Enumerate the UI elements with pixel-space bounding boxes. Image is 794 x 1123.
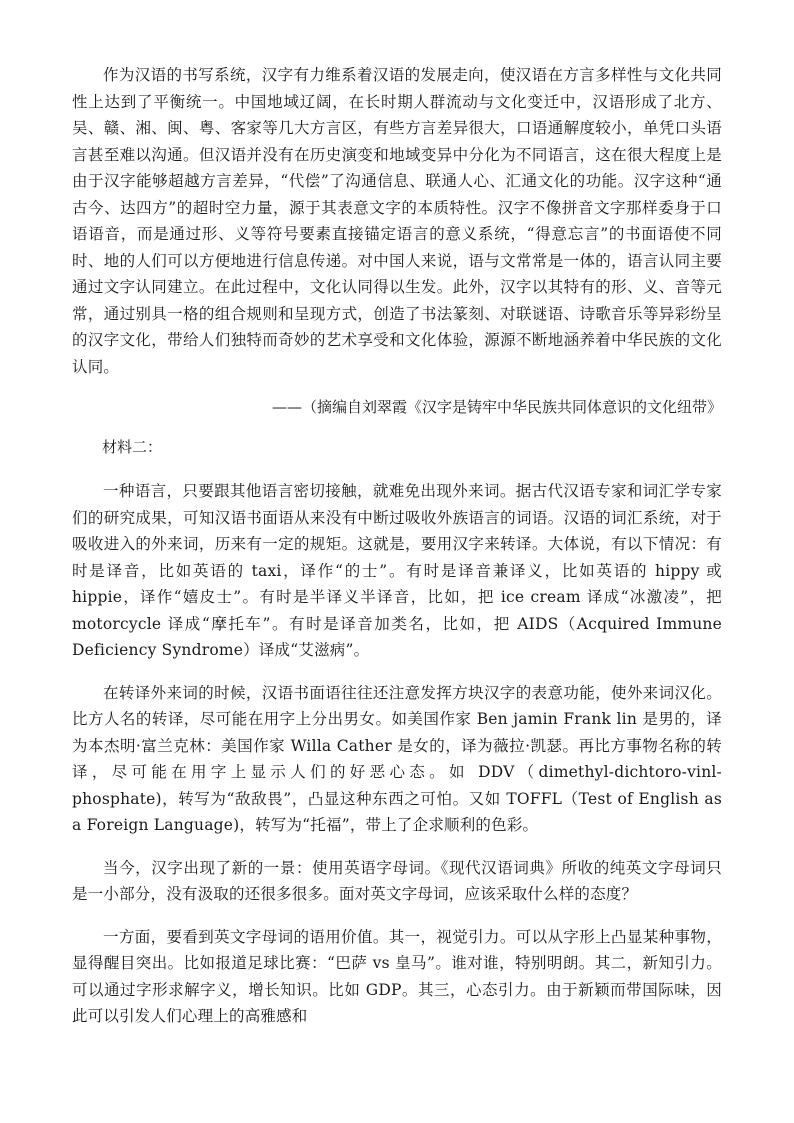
paragraph-material-one: 作为汉语的书写系统，汉字有力维系着汉语的发展走向，使汉语在方言多样性与文化共同性上达到了平衡统一。中国地域辽阔，在长时期人群流动与文化变迁中，汉语形成了北方、吴、赣、湘、闽、粤、客家等几大方言区，有些方言差异很大，口语通解度较小，单凭口头语言甚至难以沟通。但汉语并没有在历史演变和地域变异中分化为不同语言，这在很大程度上是由于汉字能够超越方言差异，“代偿”了沟通信息、联通人心、汇通文化的功能。汉字这种“通古今、达四方”的超时空力量，源于其表意文字的本质特性。汉字不像拼音文字那样委身于口语语音，而是通过形、义等符号要素直接锚定语言的意义系统，“得意忘言”的书面语使不同时、地的人们可以方便地进行信息传递。对中国人来说，语与文常常是一体的，语言认同主要通过文字认同建立。在此过程中，文化认同得以生发。此外，汉字以其特有的形、义、音等元常，通过别具一格的组合规则和呈现方式，创造了书法篆刻、对联谜语、诗歌音乐等异彩纷呈的汉字文化，带给人们独特而奇妙的艺术享受和文化体验，源源不断地涵养着中华民族的文化认同。 bbox=[72, 66, 722, 376]
source-citation: ——（摘编自刘翠霞《汉字是铸牢中华民族共同体意识的文化纽带》 bbox=[271, 398, 722, 416]
section-label-material-two: 材料二： bbox=[102, 438, 163, 456]
document-page bbox=[72, 62, 722, 1030]
paragraph-translation: 在转译外来词的时候，汉语书面语往往还注意发挥方块汉字的表意功能，使外来词汉化。比方人名的转译，尽可能在用字上分出男女。如美国作家 Ben jamin Frank lin 是男的，译为本杰明·富兰克林：美国作家 Willa Cather 是女的，译为薇拉·凯瑟。再比方事物名称的转译，尽可能在用字上显示人们的好恶心态。如 DDV（dimethyl-dichtoro-vinl-phosphate)，转写为“敌敌畏”，凸显这种东西之可怕。又如 TOFFL（Test of English as a Foreign Language)，转写为“托福”，带上了企求顺利的色彩。 bbox=[72, 683, 722, 834]
paragraph-letter-words: 当今，汉字出现了新的一景：使用英语字母词。《现代汉语词典》所收的纯英文字母词只是一小部分，没有汲取的还很多很多。面对英文字母词，应该采取什么样的态度？ bbox=[72, 858, 722, 903]
paragraph-pragmatic-value: 一方面，要看到英文字母词的语用价值。其一，视觉引力。可以从字形上凸显某种事物，显得醒目突出。比如报道足球比赛：“巴萨 vs 皇马”。谁对谁，特别明朗。其二，新知引力。可以通过字形求解字义，增长知识。比如 GDP。其三，心态引力。由于新颖而带国际味，因此可以引发人们心理上的高雅感和 bbox=[72, 927, 722, 1025]
paragraph-loanwords: 一种语言，只要跟其他语言密切接触，就难免出现外来词。据古代汉语专家和词汇学专家们的研究成果，可知汉语书面语从来没有中断过吸收外族语言的词语。汉语的词汇系统，对于吸收进入的外来词，历来有一定的规矩。这就是，要用汉字来转译。大体说，有以下情况：有时是译音，比如英语的 taxi，译作“的士”。有时是译音兼译义，比如英语的 hippy 或 hippie，译作“嬉皮士”。有时是半译义半译音，比如，把 ice cream 译成“冰激凌”，把 motorcycle 译成“摩托车”。有时是译音加类名，比如，把 AIDS（Acquired Immune Deficiency Syndrome）译成“艾滋病”。 bbox=[72, 482, 722, 659]
